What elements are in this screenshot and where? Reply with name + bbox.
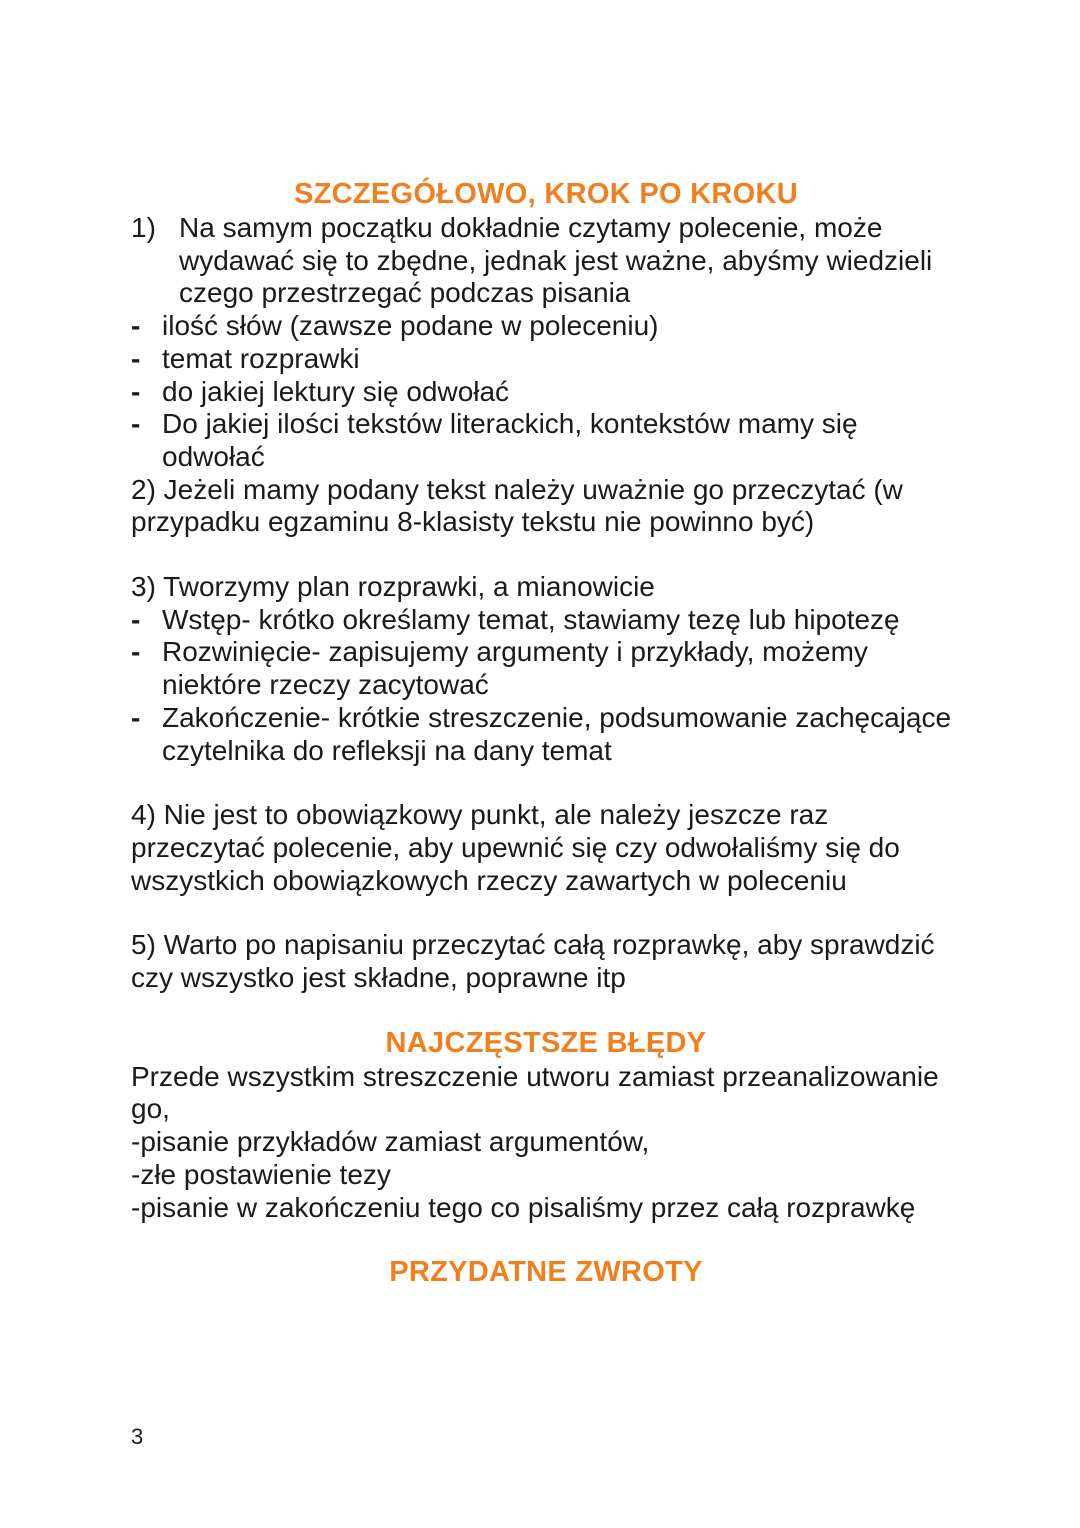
heading-useful-phrases: PRZYDATNE ZWROTY [389, 1256, 703, 1289]
page-number: 3 [131, 1424, 144, 1449]
list-item: - Rozwinięcie- zapisujemy argumenty i przykłady, możemy niektóre rzeczy zacytować [131, 636, 961, 701]
step-1-number: 1) [131, 212, 156, 243]
heading-step-by-step: SZCZEGÓŁOWO, KROK PO KROKU [293, 178, 798, 210]
mistake-line: -pisanie w zakończeniu tego co pisaliśmy przez całą rozprawkę [131, 1191, 916, 1223]
step-2: 2) Jeżeli mamy podany tekst należy uważnie go przeczytać (w przypadku egzaminu 8-klasisty tekstu nie powinno być) [131, 473, 903, 538]
list-item: - do jakiej lektury się odwołać [131, 376, 961, 409]
spacer [131, 767, 961, 799]
spacer [131, 995, 961, 1025]
mistake-line: -pisanie przykładów zamiast argumentów, [131, 1126, 650, 1158]
list-item: - Wstęp- krótko określamy temat, stawiamy tezę lub hipotezę [131, 604, 961, 637]
list-item: - temat rozprawki [131, 343, 961, 376]
document-page [131, 176, 961, 1290]
heading-common-mistakes: NAJCZĘSTSZE BŁĘDY [385, 1026, 707, 1059]
step-3: 3) Tworzymy plan rozprawki, a mianowicie [131, 571, 655, 603]
spacer [131, 897, 961, 929]
mistake-line: -złe postawienie tezy [131, 1158, 391, 1190]
mistake-line: Przede wszystkim streszczenie utworu zamiast przeanalizowanie go, [131, 1060, 939, 1125]
list-item: - Do jakiej ilości tekstów literackich, kontekstów mamy się odwołać [131, 408, 961, 473]
step-1-text: Na samym początku dokładnie czytamy polecenie, może wydawać się to zbędne, jednak jest ważne, abyśmy wiedzieli czego przestrzegać podczas pisania [179, 212, 933, 309]
spacer [131, 539, 961, 571]
step-3-list [131, 604, 961, 768]
list-item: - ilość słów (zawsze podane w poleceniu) [131, 310, 961, 343]
step-4: 4) Nie jest to obowiązkowy punkt, ale należy jeszcze raz przeczytać polecenie, aby upewnić się czy odwołaliśmy się do wszystkich obowiązkowych rzeczy zawartych w poleceniu [131, 799, 900, 896]
spacer [131, 1224, 961, 1254]
step-1-list [131, 310, 961, 474]
step-5: 5) Warto po napisaniu przeczytać całą rozprawkę, aby sprawdzić czy wszystko jest składne, poprawne itp [131, 929, 935, 994]
step-1 [131, 212, 961, 310]
list-item: - Zakończenie- krótkie streszczenie, podsumowanie zachęcające czytelnika do refleksji na dany temat [131, 702, 961, 767]
